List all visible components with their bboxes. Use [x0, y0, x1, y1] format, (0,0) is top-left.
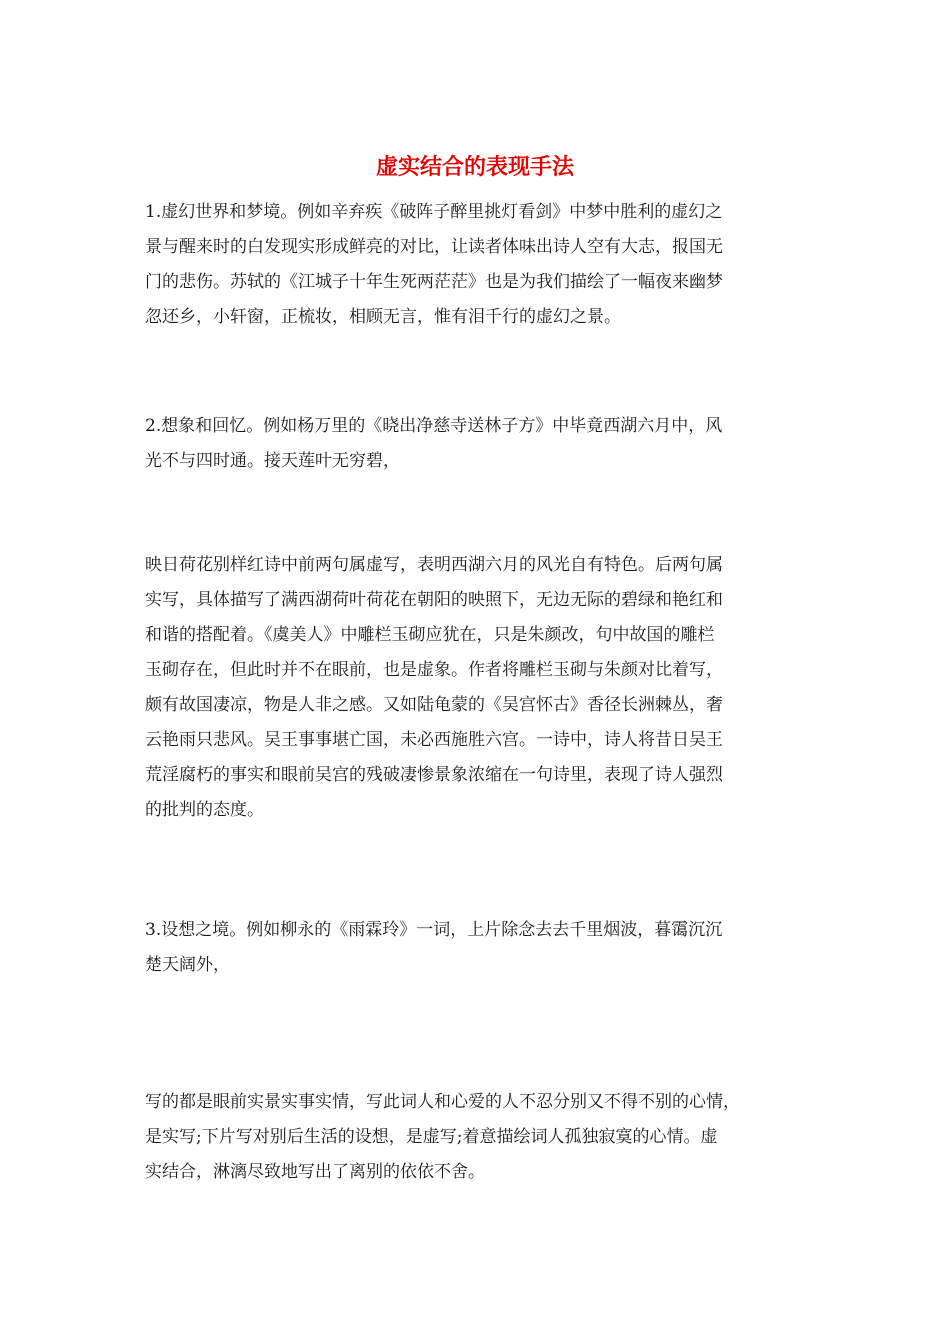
- paragraph-5: [145, 1085, 740, 1190]
- text-line: 实结合，淋漓尽致地写出了离别的依依不舍。: [145, 1162, 485, 1182]
- text-line: 楚天阔外，: [145, 955, 230, 975]
- text-line: 玉砌存在，但此时并不在眼前，也是虚象。作者将雕栏玉砌与朱颜对比着写，: [145, 660, 723, 680]
- paragraph-4: [145, 913, 722, 983]
- text-line: 颇有故国凄凉，物是人非之感。又如陆龟蒙的《吴宫怀古》香径长洲棘丛，奢: [145, 695, 723, 715]
- text-line: 映日荷花别样红诗中前两句属虚写，表明西湖六月的风光自有特色。后两句属: [145, 555, 723, 575]
- text-line: 光不与四时通。接天莲叶无穷碧，: [145, 451, 400, 471]
- text-line: 3.设想之境。例如柳永的《雨霖玲》一词，上片除念去去千里烟波，暮霭沉沉: [145, 920, 723, 940]
- text-line: 景与醒来时的白发现实形成鲜亮的对比，让读者体味出诗人空有大志，报国无: [145, 237, 723, 257]
- text-line: 是实写;下片写对别后生活的设想，是虚写;着意描绘词人孤独寂寞的心情。虚: [145, 1127, 718, 1147]
- document-title: 虚实结合的表现手法: [375, 155, 574, 180]
- text-line: 的批判的态度。: [145, 800, 264, 820]
- text-line: 忽还乡，小轩窗，正梳妆，相顾无言，惟有泪千行的虚幻之景。: [145, 307, 621, 327]
- paragraph-3: [145, 548, 723, 828]
- text-line: 门的悲伤。苏轼的《江城子十年生死两茫茫》也是为我们描绘了一幅夜来幽梦: [145, 272, 723, 292]
- text-line: 和谐的搭配着。《虞美人》中雕栏玉砌应犹在，只是朱颜改，句中故国的雕栏: [145, 625, 715, 645]
- text-line: 云艳雨只悲风。吴王事事堪亡国，未必西施胜六宫。一诗中，诗人将昔日吴王: [145, 730, 723, 750]
- text-line: 写的都是眼前实景实事实情，写此词人和心爱的人不忍分别又不得不别的心情，: [145, 1092, 740, 1112]
- paragraph-1: [145, 195, 723, 335]
- text-line: 荒淫腐朽的事实和眼前吴宫的残破凄惨景象浓缩在一句诗里，表现了诗人强烈: [145, 765, 723, 785]
- text-line: 2.想象和回忆。例如杨万里的《晓出净慈寺送林子方》中毕竟西湖六月中，风: [145, 416, 723, 436]
- text-line: 实写，具体描写了满西湖荷叶荷花在朝阳的映照下，无边无际的碧绿和艳红和: [145, 590, 723, 610]
- text-line: 1.虚幻世界和梦境。例如辛弃疾《破阵子醉里挑灯看剑》中梦中胜利的虚幻之: [145, 202, 723, 222]
- paragraph-2: [145, 409, 722, 479]
